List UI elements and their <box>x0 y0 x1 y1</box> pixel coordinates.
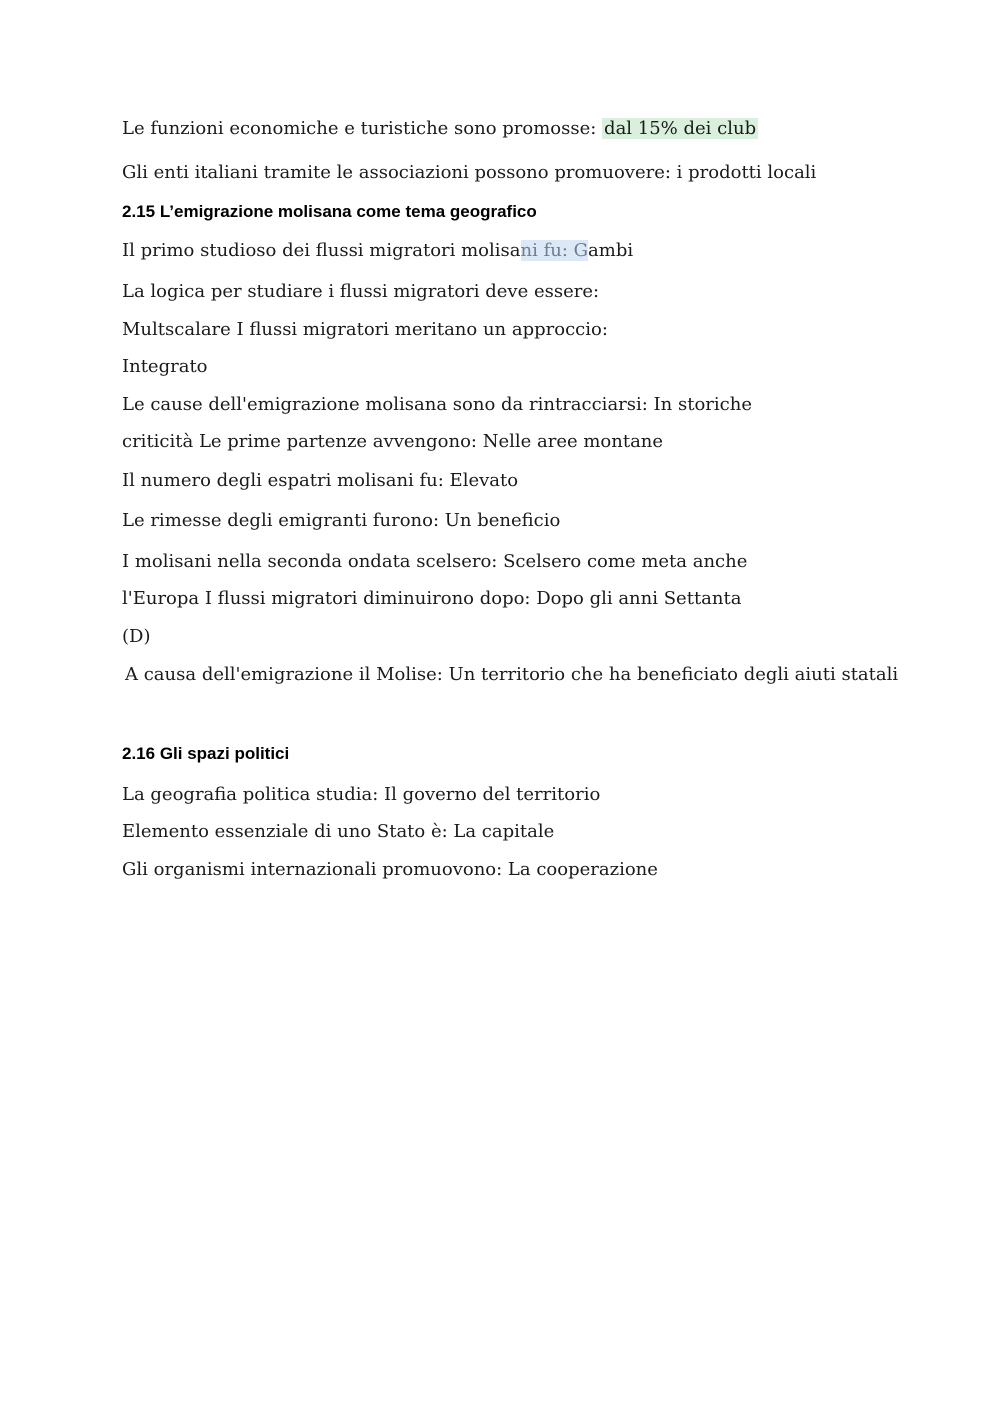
text-line-integrated: Integrato <box>122 356 208 377</box>
section-title: Gli spazi politici <box>159 744 290 763</box>
text-line-first-departures: criticità Le prime partenze avvengono: Nelle aree montane <box>122 431 664 452</box>
section-number: 2.15 <box>122 202 156 221</box>
section-heading-2-16 <box>122 742 289 766</box>
section-number: 2.16 <box>122 744 156 763</box>
text-line-economic-functions <box>122 117 758 141</box>
highlighted-answer: dal 15% dei club <box>604 118 757 139</box>
selected-text: ni fu: G <box>520 240 589 261</box>
line-text-end: ambi <box>588 240 634 261</box>
text-line-remittances: Le rimesse degli emigranti furono: Un beneficio <box>122 510 561 531</box>
line-text: Il primo studioso dei flussi migratori molisa <box>122 240 521 261</box>
section-title: L’emigrazione molisana come tema geografico <box>159 202 537 221</box>
text-line-d: (D) <box>122 626 151 647</box>
text-line-second-wave: I molisani nella seconda ondata scelsero: Scelsero come meta anche <box>122 551 748 572</box>
text-line-political-geography: La geografia politica studia: Il governo del territorio <box>122 784 601 805</box>
text-line-logic: La logica per studiare i flussi migratori deve essere: <box>122 281 600 302</box>
text-line-international-orgs: Gli organismi internazionali promuovono: La cooperazione <box>122 859 658 880</box>
text-line-molise-cause: A causa dell'emigrazione il Molise: Un territorio che ha beneficiato degli aiuti statali <box>125 664 899 685</box>
text-line-multiscalar: Multscalare I flussi migratori meritano un approccio: <box>122 319 608 340</box>
text-line-italian-entities: Gli enti italiani tramite le associazioni possono promuovere: i prodotti locali <box>122 162 817 183</box>
text-line-first-scholar <box>122 239 633 263</box>
text-line-state-element: Elemento essenziale di uno Stato è: La capitale <box>122 821 555 842</box>
line-text: Le funzioni economiche e turistiche sono promosse: <box>122 118 603 139</box>
text-line-europe: l'Europa I flussi migratori diminuirono dopo: Dopo gli anni Settanta <box>122 588 742 609</box>
text-line-number-expatriates: Il numero degli espatri molisani fu: Elevato <box>122 470 519 491</box>
section-heading-2-15 <box>122 200 537 224</box>
text-line-causes: Le cause dell'emigrazione molisana sono da rintracciarsi: In storiche <box>122 394 752 415</box>
